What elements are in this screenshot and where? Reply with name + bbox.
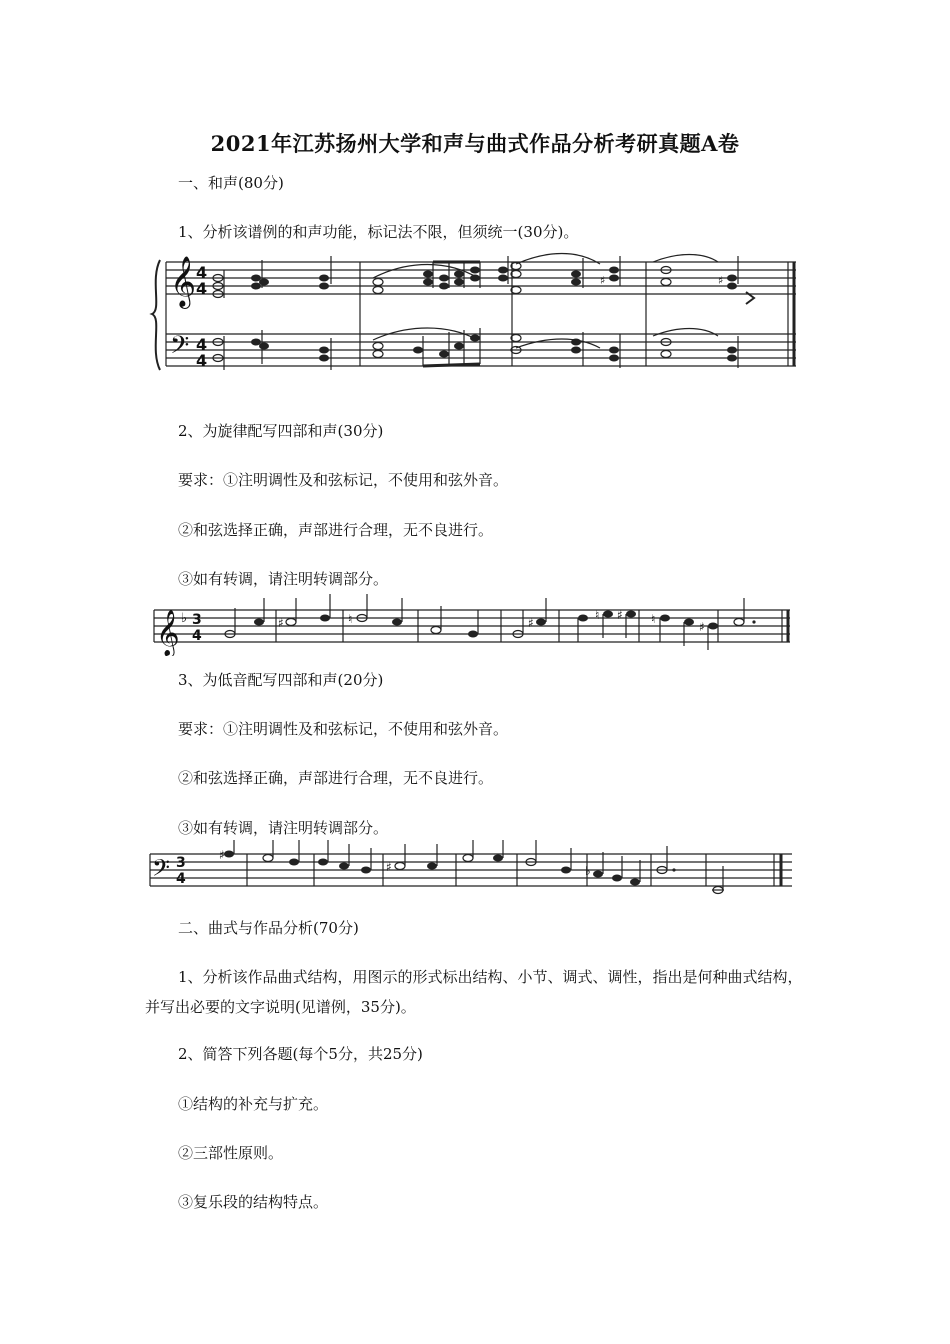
bass-staff-notation: [146, 840, 796, 898]
svg-text:♭: ♭: [585, 864, 591, 878]
svg-text:♯: ♯: [617, 608, 623, 622]
question-2-1: 1、分析该作品曲式结构，用图示的形式标出结构、小节、调式、调性，指出是何种曲式结构，并写出必要的文字说明(见谱例，35分)。: [145, 968, 803, 1016]
svg-text:♯: ♯: [219, 848, 225, 862]
svg-text:𝄢: 𝄢: [152, 854, 171, 887]
svg-text:♮: ♮: [651, 612, 656, 626]
question-1-3-req2: ②和弦选择正确，声部进行合理，无不良进行。: [178, 769, 494, 787]
score-example-1: [148, 240, 798, 390]
svg-text:♯: ♯: [386, 860, 392, 874]
score-example-2: [148, 594, 793, 656]
svg-text:♯: ♯: [699, 620, 705, 634]
section1-heading: 一、和声(80分): [178, 174, 284, 192]
svg-text:4: 4: [196, 279, 208, 298]
question-1-2-req3: ③如有转调，请注明转调部分。: [178, 570, 389, 588]
grand-staff-notation: [148, 240, 798, 390]
svg-text:4: 4: [196, 335, 208, 354]
question-1-3-req1: 要求：①注明调性及和弦标记，不使用和弦外音。: [178, 720, 509, 738]
svg-text:𝄞: 𝄞: [156, 610, 180, 656]
svg-text:♯: ♯: [528, 616, 534, 630]
svg-text:4: 4: [196, 351, 208, 370]
svg-text:𝄢: 𝄢: [170, 331, 190, 366]
question-1-2: 2、为旋律配写四部和声(30分): [178, 422, 384, 440]
question-1-3-req3: ③如有转调，请注明转调部分。: [178, 819, 389, 837]
svg-text:4: 4: [192, 628, 202, 644]
svg-text:3: 3: [192, 612, 202, 628]
svg-text:4: 4: [176, 871, 186, 887]
short-answer-item-1: ①结构的补充与扩充。: [178, 1095, 329, 1113]
svg-text:♮: ♮: [348, 612, 353, 626]
svg-text:♮: ♮: [595, 608, 600, 622]
question-1-3: 3、为低音配写四部和声(20分): [178, 671, 384, 689]
question-2-2: 2、简答下列各题(每个5分，共25分): [178, 1045, 423, 1063]
question-1-2-req1: 要求：①注明调性及和弦标记，不使用和弦外音。: [178, 471, 509, 489]
question-1-2-req2: ②和弦选择正确，声部进行合理，无不良进行。: [178, 521, 494, 539]
svg-text:♯: ♯: [278, 616, 284, 630]
svg-text:𝄞: 𝄞: [170, 256, 197, 307]
question-1-1: 1、分析该谱例的和声功能，标记法不限，但须统一(30分)。: [178, 223, 579, 241]
melody-staff-notation: [148, 594, 793, 656]
svg-text:3: 3: [176, 855, 186, 871]
page-title: 2021年江苏扬州大学和声与曲式作品分析考研真题A卷: [210, 131, 740, 156]
svg-text:♭: ♭: [181, 611, 188, 626]
svg-text:♯: ♯: [600, 274, 606, 287]
short-answer-item-2: ②三部性原则。: [178, 1144, 284, 1162]
svg-text:4: 4: [196, 263, 208, 282]
section2-heading: 二、曲式与作品分析(70分): [178, 919, 359, 937]
score-example-3: [146, 840, 796, 898]
svg-text:♯: ♯: [718, 274, 724, 287]
short-answer-item-3: ③复乐段的结构特点。: [178, 1193, 329, 1211]
